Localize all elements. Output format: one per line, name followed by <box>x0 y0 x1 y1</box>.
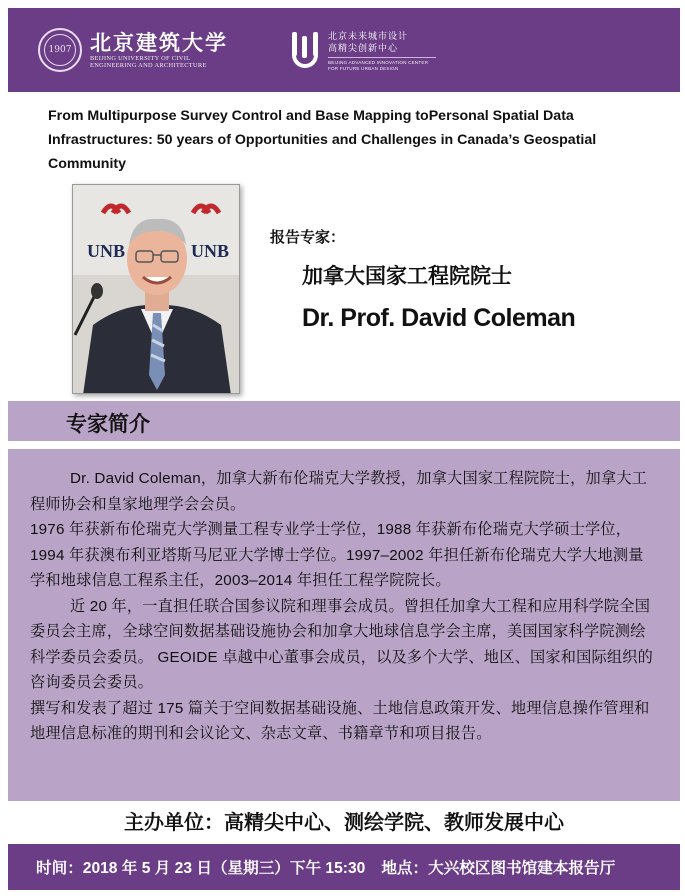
organizers: 主办单位：高精尖中心、测绘学院、教师发展中心 <box>124 812 564 834</box>
center-divider <box>328 57 436 58</box>
bio-heading-band <box>8 401 680 441</box>
talk-title: From Multipurpose Survey Control and Base Mapping toPersonal Spatial Data Infrastructures: 50 years of Opportunities and Challenges in Canada’s Geospatial Community <box>48 108 597 172</box>
university-logo <box>38 28 228 72</box>
university-name-cn: 北京建筑大学 <box>90 29 228 55</box>
center-name-en-line1: BEIJING ADVANCED INNOVATION CENTER <box>328 60 429 65</box>
photo-backdrop-text-left: UNB <box>87 241 126 261</box>
seal-year: 1907 <box>44 34 76 66</box>
university-name-en-line1: BEIJING UNIVERSITY OF CIVIL <box>90 54 191 62</box>
photo-backdrop-text-right: UNB <box>191 241 230 261</box>
poster <box>8 8 680 890</box>
footer-band <box>8 844 680 890</box>
bio-paragraph: 撰写和发表了超过 175 篇关于空间数据基础设施、土地信息政策开发、地理信息操作管理和地理信息标准的期刊和会议论文、杂志文章、书籍章节和项目报告。 <box>30 699 650 742</box>
innovation-center-logo <box>290 30 436 72</box>
center-name-cn-line1: 北京未来城市设计 <box>328 31 409 41</box>
speaker-label: 报告专家： <box>270 229 346 246</box>
bio-paragraph: 近 20 年，一直担任联合国参议院和理事会成员。曾担任加拿大工程和应用科学院全国委员会主席，全球空间数据基础设施协会和加拿大地球信息学会主席，美国国家科学院测绘科学委员会委员。 GEOIDE 卓越中心董事会成员，以及多个大学、地区、国家和国际组织的咨询委员会委员。 <box>30 597 654 691</box>
center-u-icon <box>290 32 320 70</box>
event-place: 地点：大兴校区图书馆建本报告厅 <box>381 860 616 877</box>
speaker-photo <box>72 184 240 394</box>
bio-section <box>8 449 680 801</box>
center-name-cn-line2: 高精尖创新中心 <box>328 43 399 53</box>
bio-heading: 专家简介 <box>66 413 150 436</box>
bio-paragraph: 1976 年获新布伦瑞克大学测量工程专业学士学位，1988 年获新布伦瑞克大学硕士学位，1994 年获澳布利亚塔斯马尼亚大学博士学位。1997–2002 年担任新布伦瑞克大学大地测量学和地球信息工程系主任，2003–2014 年担任工程学院院长。 <box>30 521 644 589</box>
speaker-honor: 加拿大国家工程院院士 <box>302 265 512 288</box>
event-time: 时间：2018 年 5 月 23 日（星期三）下午 15:30 <box>36 860 366 877</box>
header-band <box>8 8 680 92</box>
university-seal-icon <box>38 28 82 72</box>
bio-paragraph: Dr. David Coleman，加拿大新布伦瑞克大学教授，加拿大国家工程院院士，加拿大工程师协会和皇家地理学会会员。 <box>30 470 648 513</box>
university-name-en-line2: ENGINEERING AND ARCHITECTURE <box>90 62 207 69</box>
speaker-name: Dr. Prof. David Coleman <box>302 304 576 332</box>
center-name-en-line2: FOR FUTURE URBAN DESIGN <box>328 66 399 71</box>
